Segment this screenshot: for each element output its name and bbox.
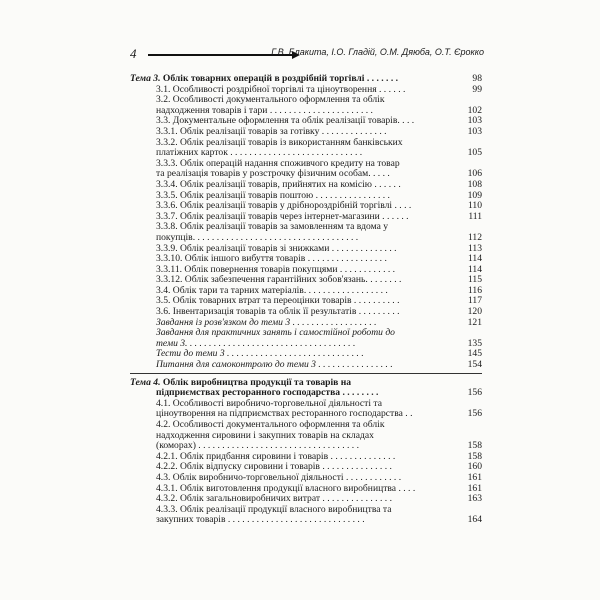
toc-entry-title bbox=[130, 74, 482, 85]
toc-chapter bbox=[130, 74, 482, 85]
toc-entry-line: 4.2. Особливості документального оформлення та облік bbox=[156, 419, 385, 430]
toc-entry-title bbox=[130, 138, 482, 159]
chapter-title-line: Облік виробництва продукції та товарів на bbox=[162, 376, 352, 388]
toc-entry-line: Тести до теми 3 . . . . . . . . . . . . . . . . . . . . . . . . . . . . . bbox=[156, 348, 364, 360]
toc-entry-line: 3.4. Облік тари та тарних матеріалів. . . . . . . . . . . . . . . . . . bbox=[156, 284, 388, 296]
toc-page-number: 116 bbox=[462, 286, 482, 297]
toc-entry-line: 3.3.1. Облік реалізації товарів за готівку . . . . . . . . . . . . . . bbox=[156, 125, 387, 137]
toc-page-number: 111 bbox=[462, 212, 482, 223]
toc-page-number: 98 bbox=[462, 74, 482, 85]
toc-page-number: 117 bbox=[462, 296, 482, 307]
toc-entry bbox=[130, 399, 482, 420]
toc-page-number: 102 bbox=[462, 106, 482, 117]
toc-entry-title bbox=[130, 180, 482, 191]
toc-entry-title bbox=[130, 159, 482, 180]
authors-line: Г.В. Блакита, І.О. Гладій, О.М. Дяюба, О.Т. Єрокко bbox=[271, 47, 484, 57]
toc-entry bbox=[130, 222, 482, 243]
toc-entry-line: 3.3.3. Облік операцій надання споживчого кредиту на товар bbox=[156, 157, 400, 169]
toc-entry-line: та реалізація товарів у розстрочку фізичним особам. . . . . bbox=[156, 168, 390, 180]
chapter-separator bbox=[130, 373, 482, 376]
toc-entry-line: 3.3.5. Облік реалізації товарів поштою . . . . . . . . . . . . . . . . bbox=[156, 189, 390, 201]
toc-entry-line: 3.3.2. Облік реалізації товарів із використанням банківських bbox=[156, 136, 403, 148]
toc-page-number: 105 bbox=[462, 148, 482, 159]
toc-entry-line: (коморах) . . . . . . . . . . . . . . . . . . . . . . . . . . . . . . . . . . bbox=[156, 440, 359, 452]
toc-entry bbox=[130, 95, 482, 116]
toc-entry-line: 4.3.3. Облік реалізації продукції власного виробництва та bbox=[156, 503, 392, 515]
toc-page-number: 158 bbox=[462, 441, 482, 452]
toc-entry-line: Завдання із розв'язком до теми 3 . . . . . . . . . . . . . . . . . . bbox=[156, 316, 377, 328]
toc-page-number: 156 bbox=[462, 409, 482, 420]
toc-chapter bbox=[130, 378, 482, 399]
toc-page-number: 158 bbox=[462, 452, 482, 463]
toc-page-number: 109 bbox=[462, 191, 482, 202]
toc-entry-line: 4.3.1. Облік виготовлення продукції власного виробництва . . . . bbox=[156, 482, 416, 494]
toc-page-number: 120 bbox=[462, 307, 482, 318]
toc-entry bbox=[130, 159, 482, 180]
toc-entry bbox=[130, 127, 482, 138]
toc-entry-line: надходження товарів і тари . . . . . . . . . . . . . . . . . . . . . . bbox=[156, 104, 373, 116]
toc-entry bbox=[130, 180, 482, 191]
chapter-prefix: Тема 4. bbox=[130, 376, 163, 388]
toc-page-number: 160 bbox=[462, 462, 482, 473]
toc-entry-title bbox=[130, 127, 482, 138]
toc-entry-title bbox=[130, 95, 482, 116]
toc-entry-line: платіжних карток . . . . . . . . . . . . . . . . . . . . . . . . . . . . bbox=[156, 147, 363, 159]
toc-entry-title bbox=[130, 222, 482, 243]
toc-entry-title bbox=[130, 360, 482, 371]
toc-page-number: 110 bbox=[462, 201, 482, 212]
toc-page-number: 106 bbox=[462, 169, 482, 180]
toc-page-number: 114 bbox=[462, 265, 482, 276]
toc-entry-line: 3.3.9. Облік реалізації товарів зі знижками . . . . . . . . . . . . . . bbox=[156, 242, 397, 254]
toc-page-number: 154 bbox=[462, 360, 482, 371]
toc-page-number: 161 bbox=[462, 473, 482, 484]
toc-page-number: 108 bbox=[462, 180, 482, 191]
toc-entry-line: 3.3.4. Облік реалізації товарів, прийнятих на комісію . . . . . . bbox=[156, 178, 401, 190]
toc-entry bbox=[130, 420, 482, 452]
toc-page-number: 114 bbox=[462, 254, 482, 265]
toc-entry-line: 3.3.6. Облік реалізації товарів у дрібнороздрібній торгівлі . . . . bbox=[156, 200, 412, 212]
toc-entry-line: 3.3.8. Облік реалізації товарів за замовленням та вдома у bbox=[156, 221, 389, 233]
toc-entry-title bbox=[130, 328, 482, 349]
toc-page-number: 163 bbox=[462, 494, 482, 505]
toc-entry-title bbox=[130, 505, 482, 526]
toc-entry-line: 3.1. Особливості роздрібної торгівлі та ціноутворення . . . . . . bbox=[156, 83, 406, 95]
toc-page-number: 103 bbox=[462, 116, 482, 127]
page-number: 4 bbox=[130, 46, 137, 61]
toc-page-number: 156 bbox=[462, 388, 482, 399]
toc-page-number: 164 bbox=[462, 515, 482, 526]
chapter-title: Облік товарних операцій в роздрібній торгівлі . . . . . . . bbox=[162, 73, 399, 84]
toc-entry bbox=[130, 138, 482, 159]
toc-entry bbox=[130, 328, 482, 349]
toc-page-number: 113 bbox=[462, 244, 482, 255]
toc-entry-line: теми 3. . . . . . . . . . . . . . . . . . . . . . . . . . . . . . . . . . . . bbox=[156, 337, 356, 349]
toc-entry-line: Питання для самоконтролю до теми 3 . . . . . . . . . . . . . . . . bbox=[156, 359, 393, 371]
toc-entry-title bbox=[130, 399, 482, 420]
toc-entry-line: 3.3.7. Облік реалізації товарів через інтернет-магазини . . . . . . bbox=[156, 210, 409, 222]
toc-entry-line: 3.3.11. Облік повернення товарів покупцями . . . . . . . . . . . . bbox=[156, 263, 396, 275]
toc-entry bbox=[130, 505, 482, 526]
toc-entry-line: ціноутворення на підприємствах ресторанного господарства . . bbox=[156, 408, 413, 420]
toc-entry-line: Завдання для практичних занять і самостійної роботи до bbox=[156, 327, 395, 339]
toc-entry-line: покупців. . . . . . . . . . . . . . . . . . . . . . . . . . . . . . . . . . . bbox=[156, 231, 359, 243]
toc-entry-line: 4.2.2. Облік відпуску сировини і товарів . . . . . . . . . . . . . . . bbox=[156, 461, 392, 473]
chapter-prefix: Тема 3. bbox=[130, 73, 163, 84]
toc-page-number: 121 bbox=[462, 318, 482, 329]
toc-entry-line: 4.3.2. Облік загальновиробничих витрат . . . . . . . . . . . . . . . bbox=[156, 493, 392, 505]
toc-entry-line: надходження сировини і закупних товарів на складах bbox=[156, 429, 374, 441]
toc-page-number: 115 bbox=[462, 275, 482, 286]
toc-entry-title bbox=[130, 378, 482, 399]
toc-page-number: 112 bbox=[462, 233, 482, 244]
toc-entry bbox=[130, 473, 482, 484]
toc-entry-line: закупних товарів . . . . . . . . . . . . . . . . . . . . . . . . . . . . . bbox=[156, 514, 365, 526]
toc-entry-line: 4.3. Облік виробничо-торговельної діяльності . . . . . . . . . . . . bbox=[156, 471, 402, 483]
table-of-contents bbox=[130, 74, 482, 526]
toc-page-number: 145 bbox=[462, 349, 482, 360]
toc-entry-line: 3.5. Облік товарних втрат та переоцінки товарів . . . . . . . . . . bbox=[156, 295, 400, 307]
toc-page-number: 103 bbox=[462, 127, 482, 138]
toc-page-number: 161 bbox=[462, 484, 482, 495]
toc-entry-line: 4.1. Особливості виробничо-торговельної діяльності та bbox=[156, 397, 382, 409]
toc-entry-line: 4.2.1. Облік придбання сировини і товарів . . . . . . . . . . . . . . bbox=[156, 450, 396, 462]
toc-entry-line: 3.3.12. Облік забезпечення гарантійних зобов'язань. . . . . . . . bbox=[156, 274, 402, 286]
page-header bbox=[130, 46, 484, 66]
chapter-title-line: підприємствах ресторанного господарства . . . . . . . . bbox=[156, 387, 379, 399]
toc-entry-title bbox=[130, 473, 482, 484]
toc-page-number: 135 bbox=[462, 339, 482, 350]
toc-page-number: 99 bbox=[462, 85, 482, 96]
toc-entry-line: 3.6. Інвентаризація товарів та облік її результатів . . . . . . . . . bbox=[156, 306, 400, 318]
toc-entry-line: 3.2. Особливості документального оформлення та облік bbox=[156, 94, 385, 106]
toc-entry-line: 3.3. Документальне оформлення та облік реалізації товарів. . . . bbox=[156, 115, 415, 127]
toc-entry bbox=[130, 360, 482, 371]
toc-entry-title bbox=[130, 420, 482, 452]
toc-entry-line: 3.3.10. Облік іншого вибуття товарів . . . . . . . . . . . . . . . . . bbox=[156, 253, 387, 265]
